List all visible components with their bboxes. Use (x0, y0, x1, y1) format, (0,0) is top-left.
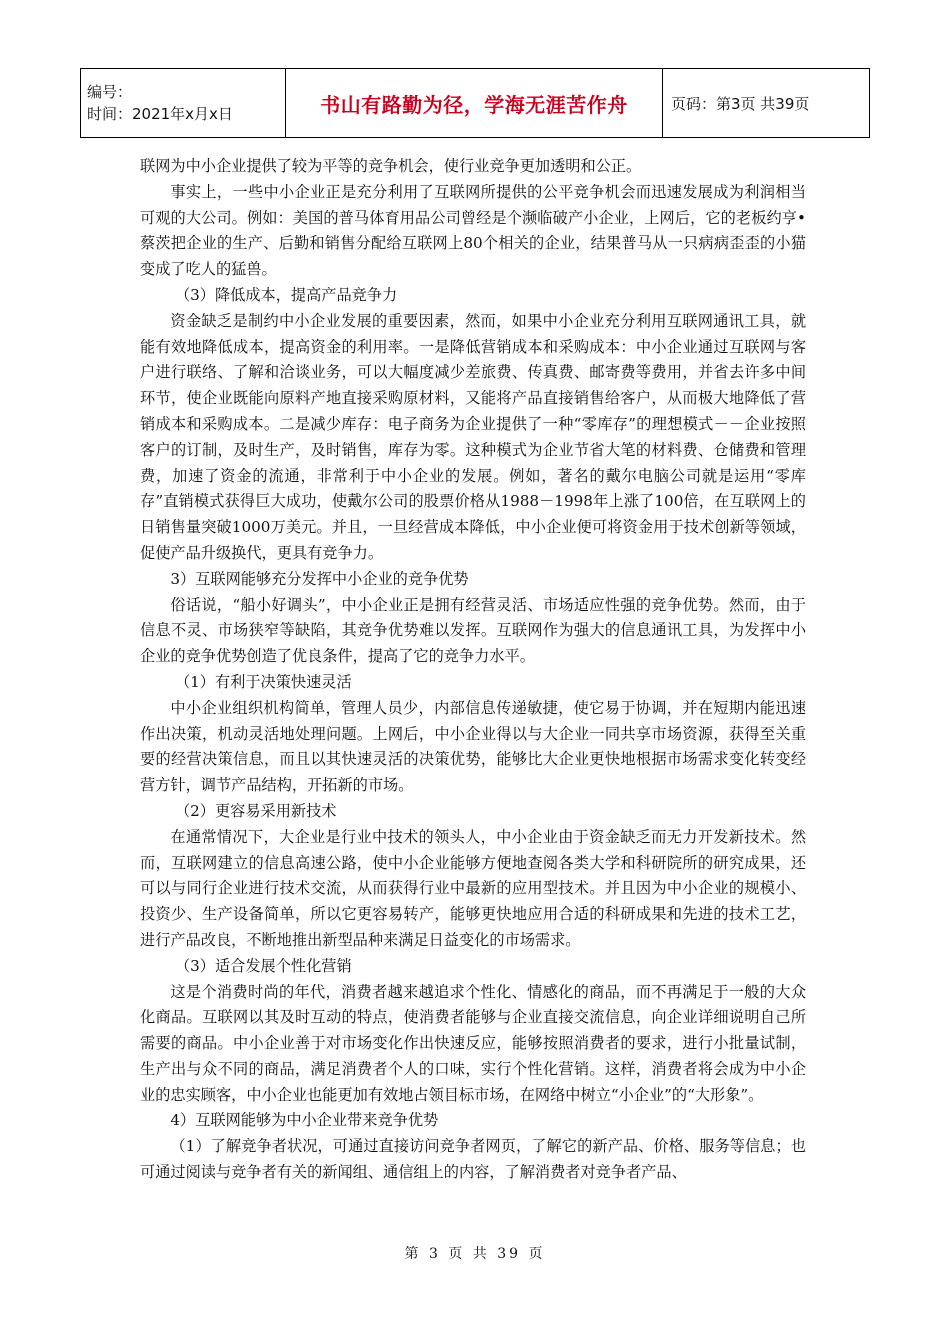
paragraph: （1）了解竞争者状况，可通过直接访问竞争者网页，了解它的新产品、价格、服务等信息；也可通过阅读与竞争者有关的新闻组、通信组上的内容，了解消费者对竞争者产品、 (140, 1137, 806, 1182)
paragraph: 这是个消费时尚的年代，消费者越来越追求个性化、情感化的商品，而不再满足于一般的大众化商品。互联网以其及时互动的特点，使消费者能够与企业直接交流信息，向企业详细说明自己所需要的商品。中小企业善于对市场变化作出快速反应，能够按照消费者的要求，进行小批量试制，生产出与众不同的商品，满足消费者个人的口味，实行个性化营销。这样，消费者将会成为中小企业的忠实顾客，中小企业也能更加有效地占领目标市场，在网络中树立“小企业”的“大形象”。 (140, 982, 806, 1104)
paragraph: 资金缺乏是制约中小企业发展的重要因素，然而，如果中小企业充分利用互联网通讯工具，就能有效地降低成本，提高资金的利用率。一是降低营销成本和采购成本：中小企业通过互联网与客户进行联络、了解和洽谈业务，可以大幅度减少差旅费、传真费、邮寄费等费用，并省去许多中间环节，使企业既能向原料产地直接采购原材料，又能将产品直接销售给客户，从而极大地降低了营销成本和采购成本。二是减少库存：电子商务为企业提供了一种“零库存”的理想模式－－企业按照客户的订制，及时生产，及时销售，库存为零。这种模式为企业节省大笔的材料费、仓储费和管理费，加速了资金的流通，非常利于中小企业的发展。例如，著名的戴尔电脑公司就是运用“零库存”直销模式获得巨大成功，使戴尔公司的股票价格从1988－1998年上涨了100倍，在互联网上的日销售量突破1000万美元。并且，一旦经营成本降低，中小企业便可将资金用于技术创新等领域，促使产品升级换代，更具有竞争力。 (140, 311, 806, 562)
header-meta (81, 69, 286, 138)
header-motto: 书山有路勤为径，学海无涯苦作舟 (286, 69, 663, 138)
document-time-label: 时间：2021年x月x日 (87, 105, 233, 123)
paragraph: 事实上，一些中小企业正是充分利用了互联网所提供的公平竞争机会而迅速发展成为利润相当可观的大公司。例如：美国的普马体育用品公司曾经是个濒临破产小企业，上网后，它的老板约亨•蔡茨把企业的生产、后勤和销售分配给互联网上80个相关的企业，结果普马从一只病病歪歪的小猫变成了吃人的猛兽。 (140, 182, 806, 279)
section-heading: 3）互联网能够充分发挥中小企业的竞争优势 (170, 569, 469, 588)
section-heading: （1）有利于决策快速灵活 (174, 672, 352, 691)
section-heading: （3）降低成本，提高产品竞争力 (174, 285, 398, 304)
paragraph: 俗话说，“船小好调头”，中小企业正是拥有经营灵活、市场适应性强的竞争优势。然而，由于信息不灵、市场狭窄等缺陷，其竞争优势难以发挥。互联网作为强大的信息通讯工具，为发挥中小企业的竞争优势创造了优良条件，提高了它的竞争力水平。 (140, 595, 806, 666)
page-footer: 第 3 页 共 39 页 (404, 1246, 546, 1262)
paragraph: 中小企业组织机构简单，管理人员少，内部信息传递敏捷，使它易于协调，并在短期内能迅速作出决策，机动灵活地处理问题。上网后，中小企业得以与大企业一同共享市场资源，获得至关重要的经营决策信息，而且以其快速灵活的决策优势，能够比大企业更快地根据市场需求变化转变经营方针，调节产品结构，开拓新的市场。 (140, 698, 806, 795)
section-heading: （3）适合发展个性化营销 (174, 956, 352, 975)
header-page-code: 页码：第3页 共39页 (663, 69, 870, 138)
document-number-label: 编号： (87, 83, 133, 101)
document-body (140, 154, 806, 1186)
section-heading: （2）更容易采用新技术 (174, 801, 337, 820)
paragraph: 在通常情况下，大企业是行业中技术的领头人，中小企业由于资金缺乏而无力开发新技术。然而，互联网建立的信息高速公路，使中小企业能够方便地查阅各类大学和科研院所的研究成果，还可以与同行企业进行技术交流，从而获得行业中最新的应用型技术。并且因为中小企业的规模小、投资少、生产设备简单，所以它更容易转产，能够更快地应用合适的科研成果和先进的技术工艺，进行产品改良，不断地推出新型品种来满足日益变化的市场需求。 (140, 827, 806, 949)
page-header (80, 68, 870, 138)
section-heading: 4）互联网能够为中小企业带来竞争优势 (170, 1111, 439, 1130)
paragraph: 联网为中小企业提供了较为平等的竞争机会，使行业竞争更加透明和公正。 (140, 157, 642, 175)
